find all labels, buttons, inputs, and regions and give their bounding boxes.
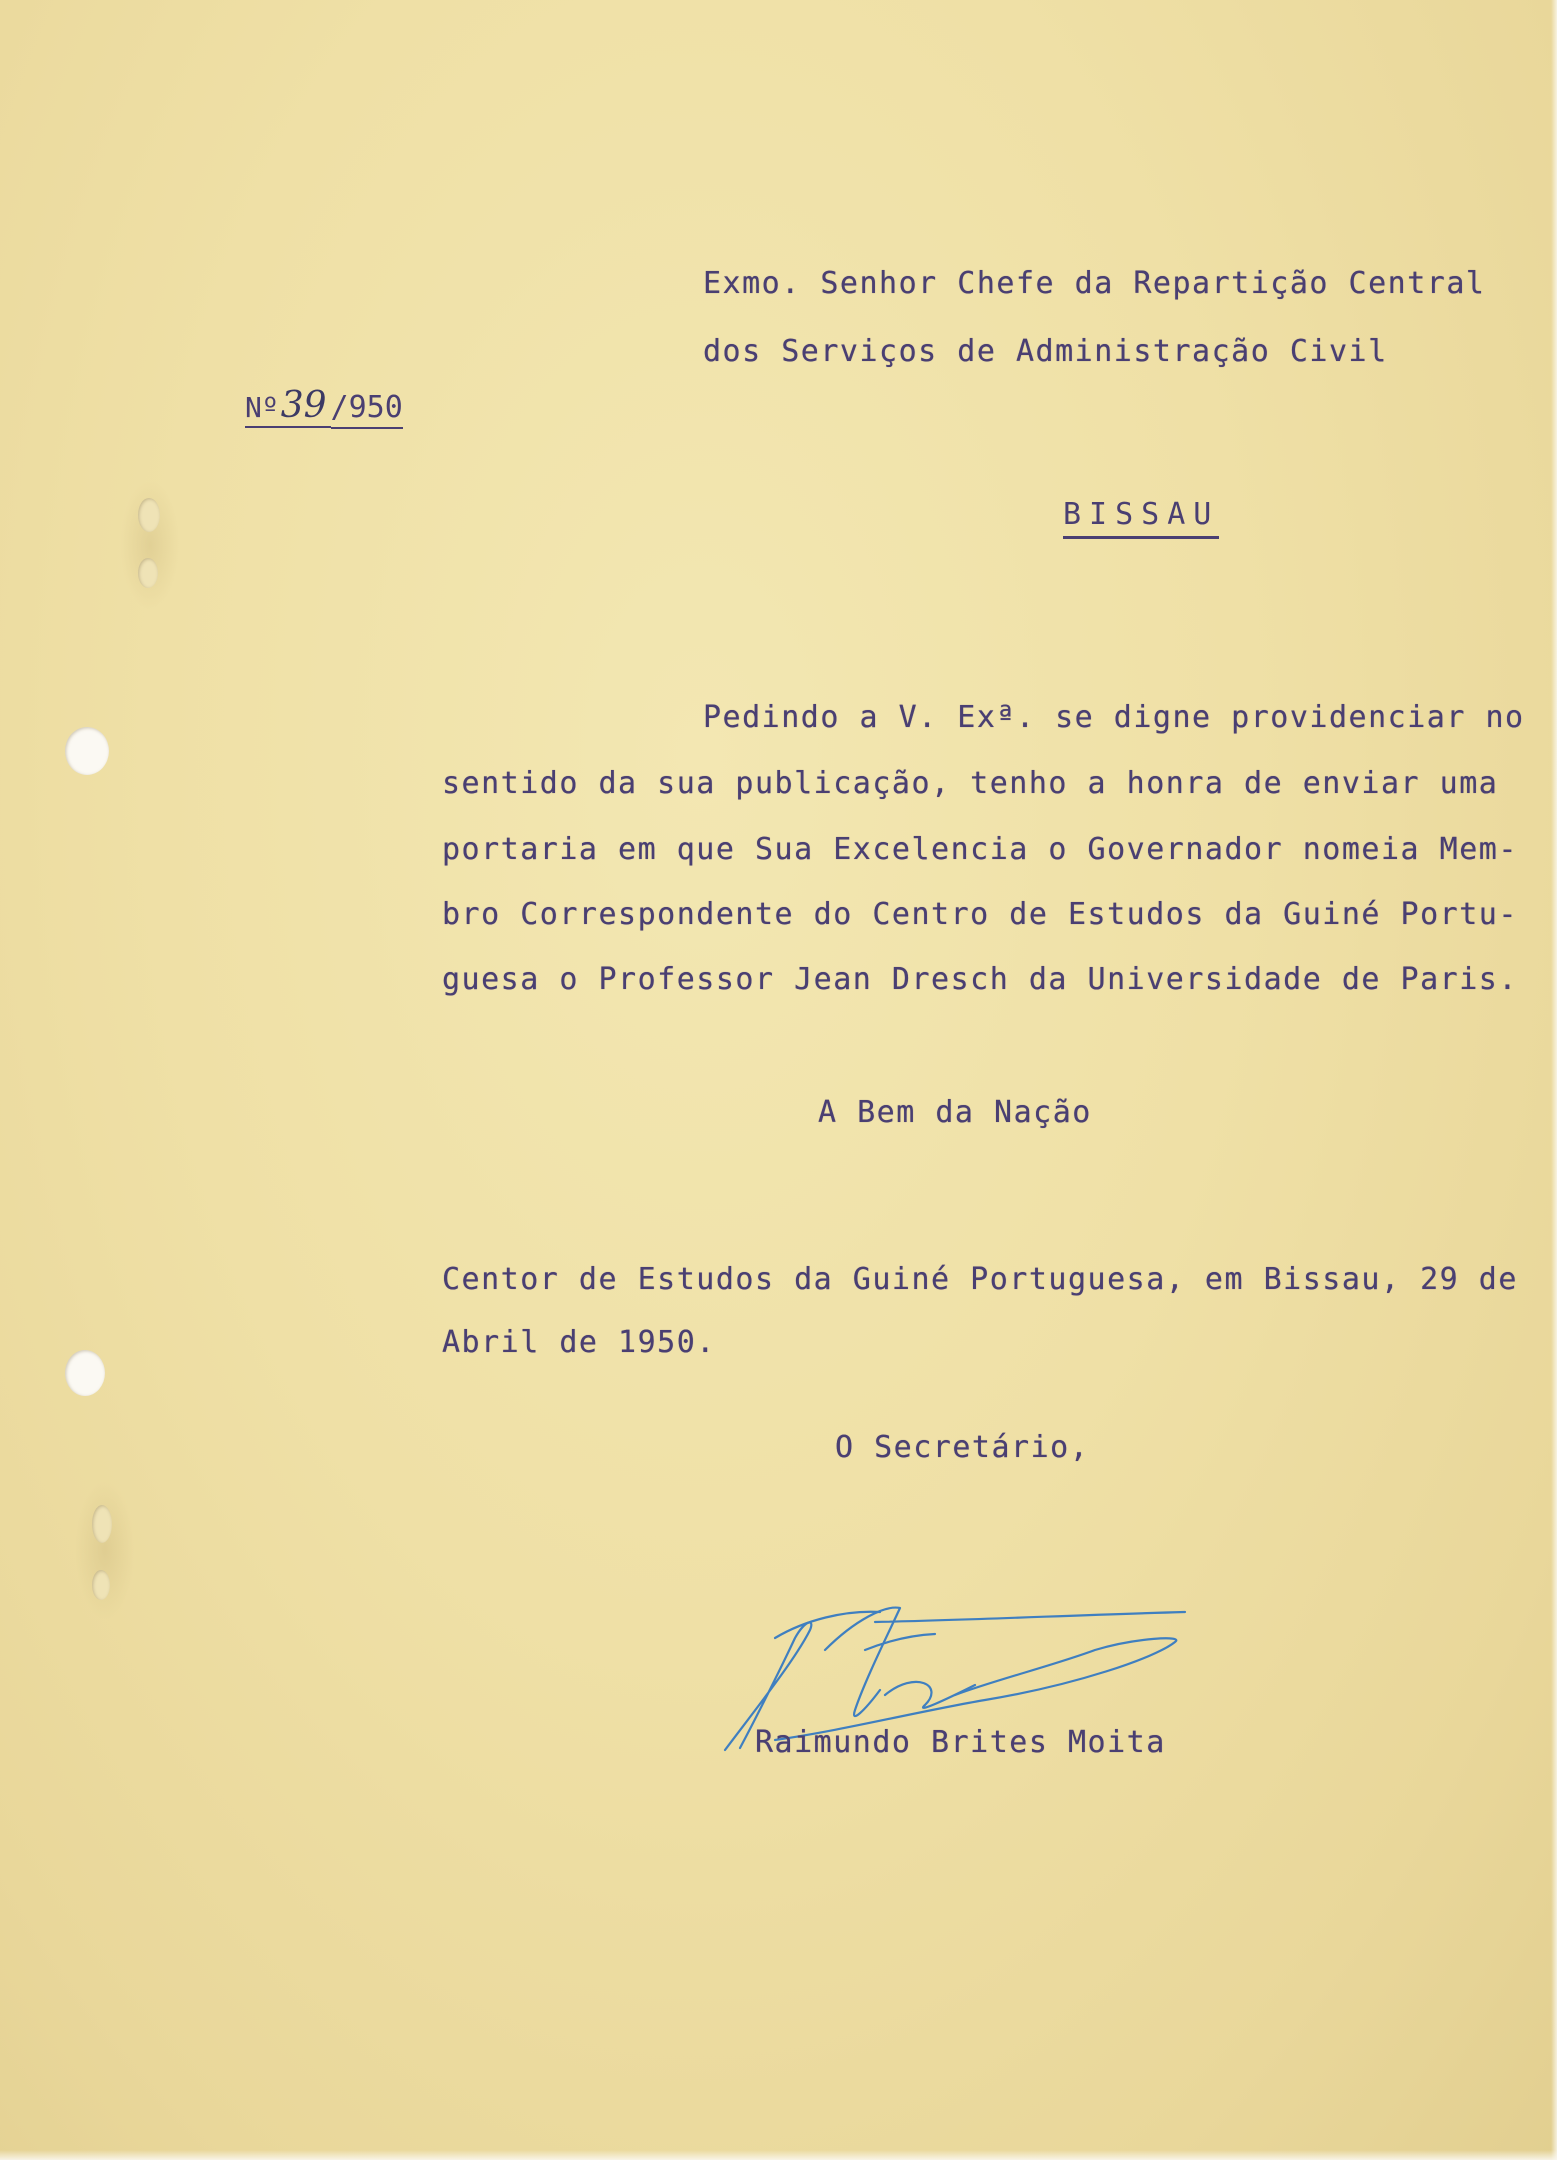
page-edge-bottom (0, 2150, 1557, 2160)
signatory-name: Raimundo Brites Moita (755, 1725, 1166, 1760)
addressee-line-1: Exmo. Senhor Chefe da Repartição Central (703, 266, 1486, 301)
body-line-4: bro Correspondente do Centro de Estudos da Guiné Portu- (442, 897, 1518, 932)
body-line-5: guesa o Professor Jean Dresch da Universidade de Paris. (442, 962, 1518, 997)
reference-year: /950 (331, 390, 403, 429)
staple-hole-bottom-2 (92, 1570, 110, 1600)
page-edge-right (1551, 0, 1557, 2160)
staple-stain-bottom (75, 1480, 135, 1620)
addressee-line-2: dos Serviços de Administração Civil (703, 334, 1388, 369)
place-date-line-2: Abril de 1950. (442, 1325, 716, 1360)
staple-hole-top (138, 498, 160, 532)
closing-formula: A Bem da Nação (818, 1095, 1092, 1130)
punch-hole-lower (65, 1350, 105, 1396)
reference-prefix: Nº (245, 391, 279, 428)
place-date-line-1: Centor de Estudos da Guiné Portuguesa, em Bissau, 29 de (442, 1262, 1518, 1297)
signatory-title: O Secretário, (835, 1430, 1090, 1465)
body-line-3: portaria em que Sua Excelencia o Governador nomeia Mem- (442, 832, 1518, 867)
punch-hole-upper (65, 727, 109, 775)
staple-hole-bottom (92, 1505, 112, 1543)
body-line-1: Pedindo a V. Exª. se digne providenciar no (703, 700, 1525, 735)
staple-hole-top-2 (138, 558, 158, 588)
reference-number (245, 385, 403, 426)
reference-handwritten-number: 39 (279, 385, 331, 428)
body-line-2: sentido da sua publicação, tenho a honra de enviar uma (442, 766, 1499, 801)
city-heading: BISSAU (1063, 497, 1219, 539)
